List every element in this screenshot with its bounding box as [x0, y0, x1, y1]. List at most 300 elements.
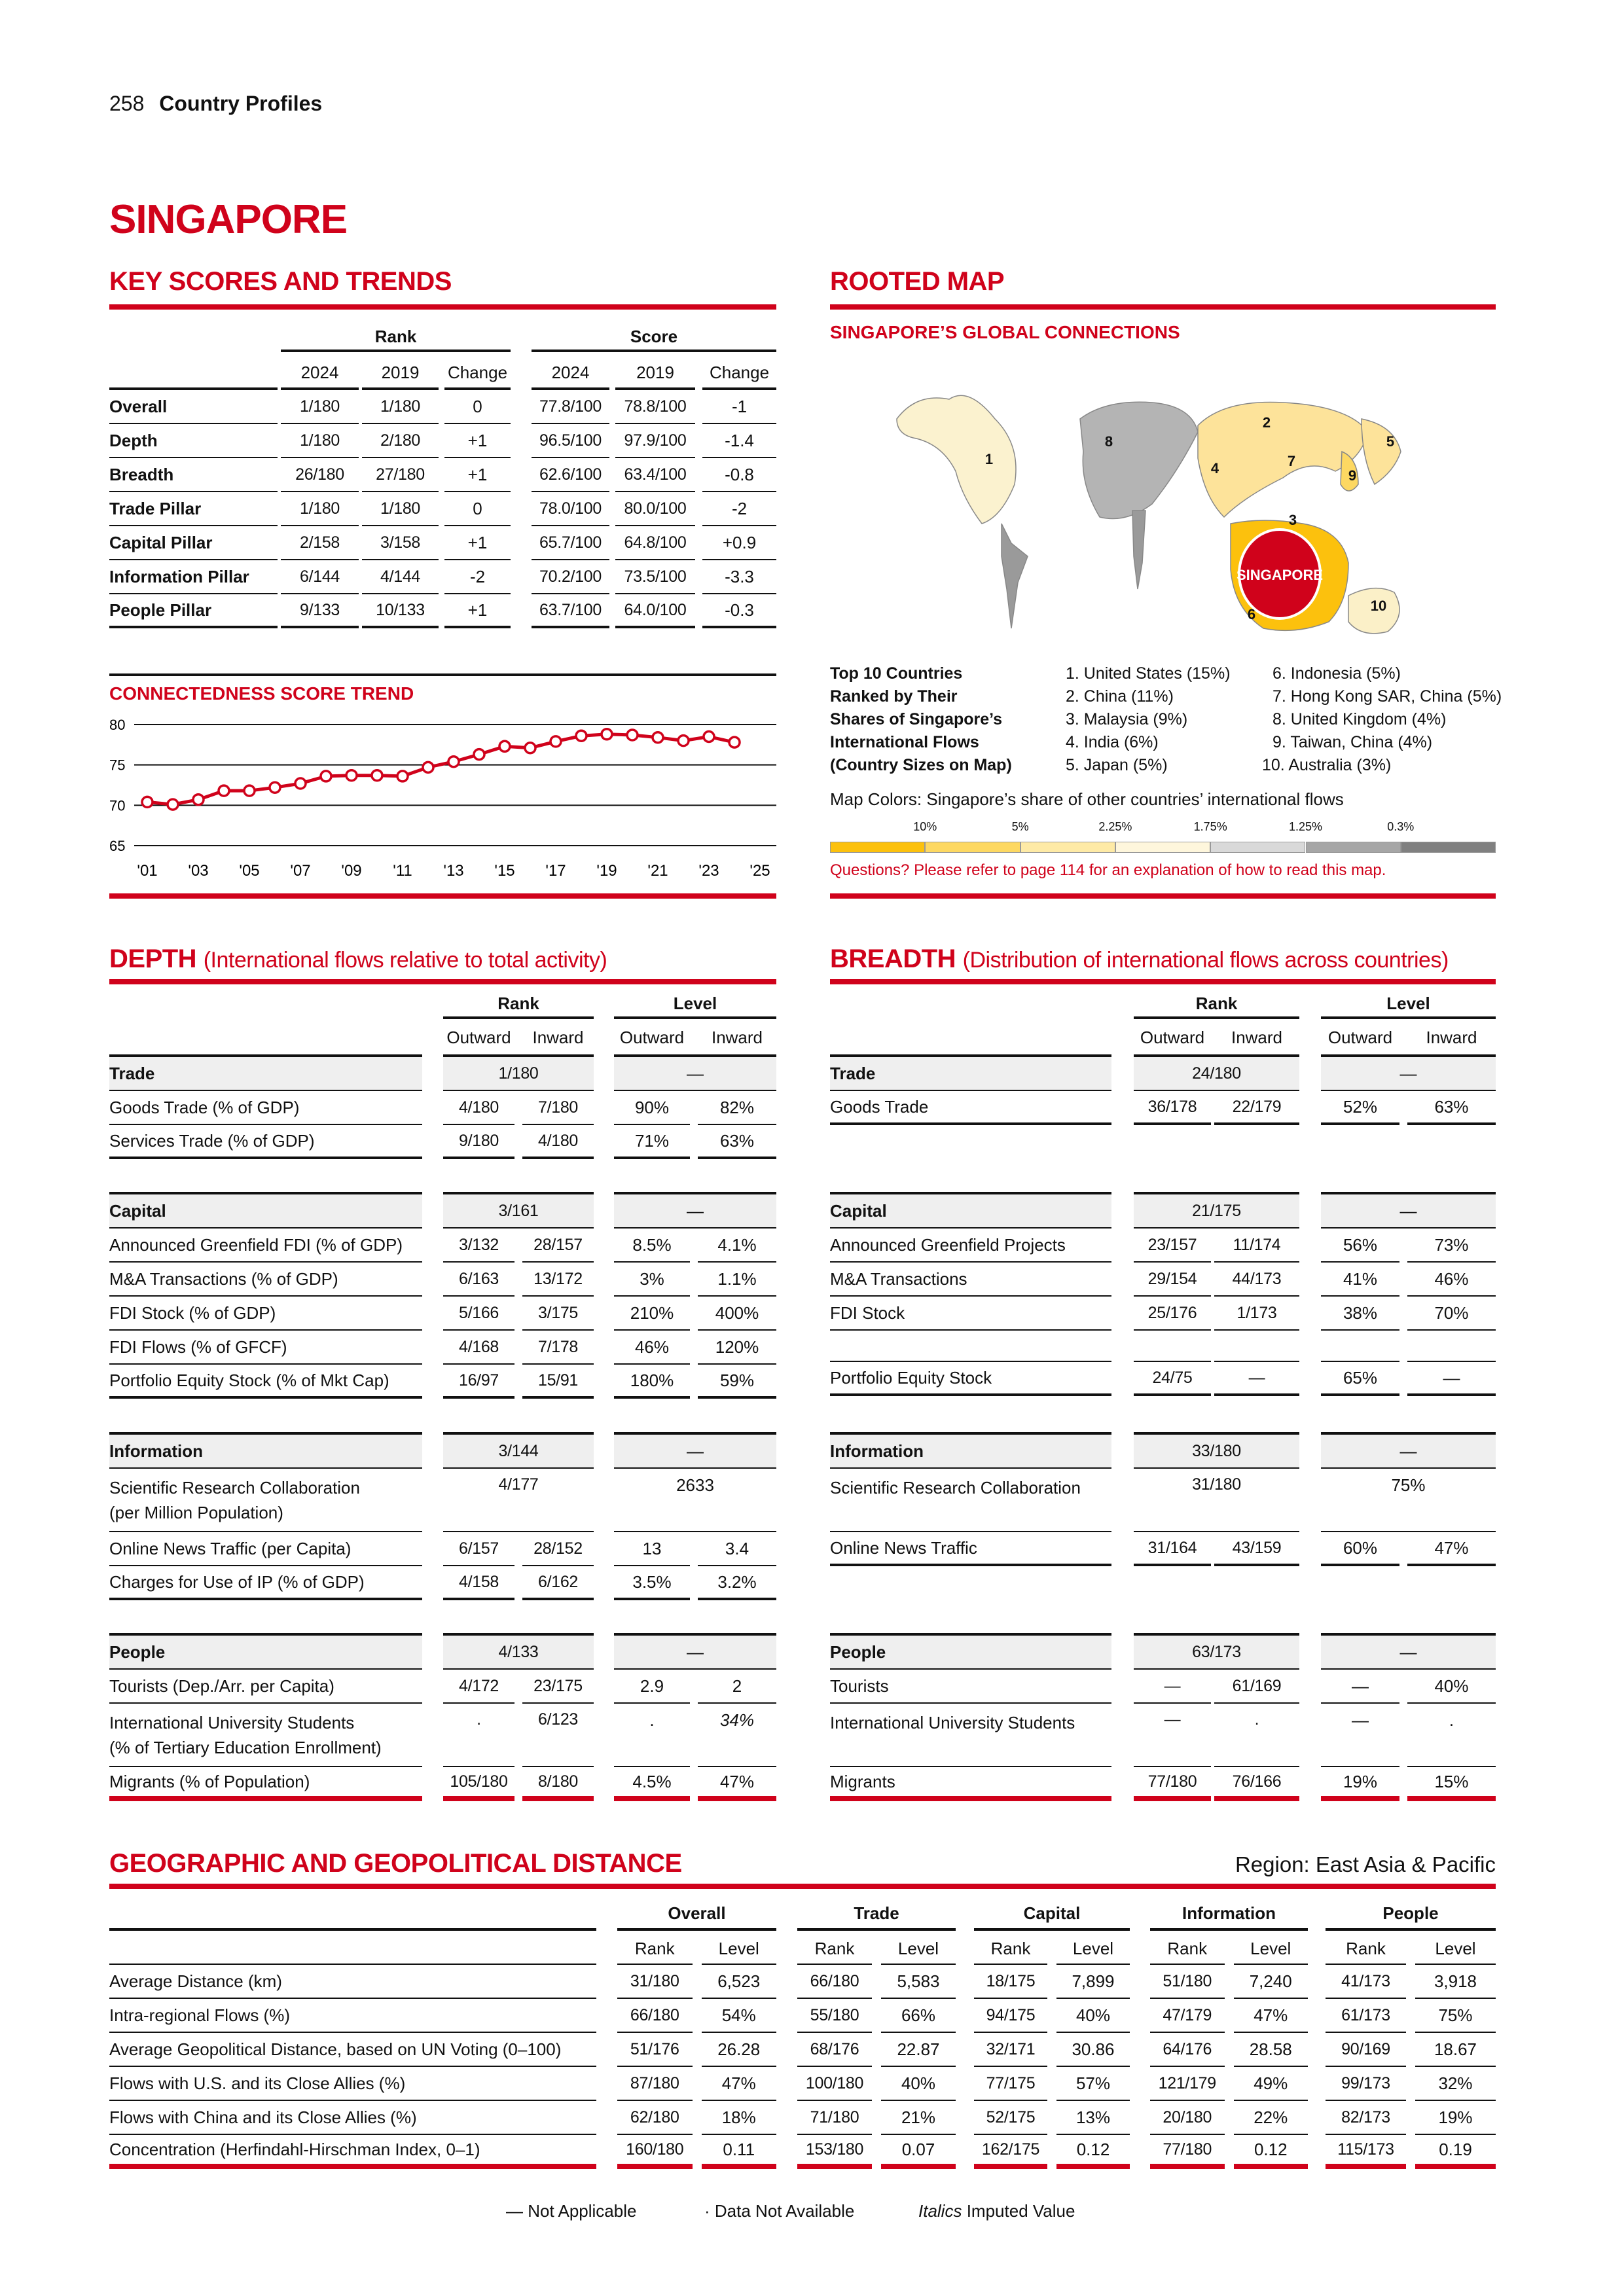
top10-item: 1. United States (15%) [1066, 664, 1231, 683]
sub-column-header: Inward [711, 1027, 763, 1047]
geo-level: 0.12 [1234, 2135, 1308, 2169]
map-japan [1362, 419, 1401, 484]
geo-group-header: Overall [617, 1898, 776, 1931]
row-label: FDI Stock (% of GDP) [109, 1297, 422, 1331]
row-label: Announced Greenfield FDI (% of GDP) [109, 1229, 422, 1263]
rank-value: — [1214, 1362, 1299, 1396]
level-value: — [1321, 1704, 1399, 1767]
category-people: People [109, 1633, 422, 1670]
geo-rank: 32/171 [974, 2033, 1047, 2067]
rooted-map-bottom-rule [830, 893, 1496, 899]
rooted-map-title: ROOTED MAP [830, 267, 1005, 296]
map-number: 6 [1247, 606, 1256, 622]
row-label: People Pillar [109, 594, 278, 628]
rank-value: 6/157 [443, 1532, 514, 1566]
level-value: 60% [1321, 1532, 1399, 1566]
level-value: 1.1% [698, 1263, 776, 1297]
trend-point [474, 749, 484, 760]
geo-rank: 18/175 [974, 1965, 1047, 1999]
score-value: 78.0/100 [532, 492, 609, 526]
scale-swatch [830, 842, 925, 853]
map-number: 10 [1370, 598, 1387, 614]
scale-swatch [925, 842, 1020, 853]
page-header [109, 92, 322, 116]
row-label: Online News Traffic [830, 1532, 1111, 1566]
level-value: 52% [1321, 1091, 1399, 1125]
geo-row-label: Flows with U.S. and its Close Allies (%) [109, 2067, 596, 2101]
trend-point [704, 732, 714, 742]
scale-swatch [1115, 842, 1210, 853]
dot-symbol: · [704, 2201, 710, 2221]
trend-point [423, 762, 433, 772]
geo-rank: 162/175 [974, 2135, 1047, 2169]
score-value: -2 [702, 492, 776, 526]
geo-level: 0.19 [1415, 2135, 1496, 2169]
page-number: 258 [109, 92, 145, 115]
top10-item: 2. China (11%) [1066, 687, 1174, 706]
geo-group-header: People [1326, 1898, 1496, 1931]
rank-group-header: Rank [1134, 990, 1299, 1019]
geo-level: 7,240 [1234, 1965, 1308, 1999]
geo-group-header: Information [1150, 1898, 1308, 1931]
map-number: 5 [1386, 433, 1395, 450]
level-value: 120% [698, 1331, 776, 1365]
geo-group-header: Trade [797, 1898, 956, 1931]
row-label: FDI Stock [830, 1297, 1111, 1331]
row-label: M&A Transactions (% of GDP) [109, 1263, 422, 1297]
row-label: Goods Trade (% of GDP) [109, 1091, 422, 1125]
score-value: 6/144 [281, 560, 359, 594]
category-trade: Trade [830, 1054, 1111, 1091]
column-header: Change [702, 357, 776, 390]
row-label: Depth [109, 424, 278, 458]
rank-group-header: Rank [443, 990, 594, 1019]
top10-item: 4. India (6%) [1066, 732, 1159, 751]
geo-row-label: Flows with China and its Close Allies (%) [109, 2101, 596, 2135]
scale-label: 1.75% [1193, 819, 1227, 833]
score-value: 63.4/100 [615, 458, 695, 492]
trend-point [576, 730, 586, 741]
spacer-row [1321, 1331, 1399, 1362]
sub-column-header: Inward [532, 1027, 584, 1047]
geo-rank: 41/173 [1326, 1965, 1406, 1999]
map-africa [1132, 511, 1146, 589]
geo-sub-header: Rank [797, 1933, 872, 1965]
level-value: 65% [1321, 1362, 1399, 1396]
rank-value: 6/123 [522, 1704, 594, 1767]
level-value: 2 [698, 1670, 776, 1704]
level-value: 46% [614, 1331, 690, 1365]
geo-rank: 99/173 [1326, 2067, 1406, 2101]
rank-value: — [1134, 1670, 1211, 1704]
top10-heading-line: Shares of Singapore’s [830, 709, 1003, 728]
breadth-rule [830, 979, 1496, 984]
score-value: +1 [444, 526, 511, 560]
rank-value: 28/152 [522, 1532, 594, 1566]
level-value: 210% [614, 1297, 690, 1331]
row-label: Portfolio Equity Stock (% of Mkt Cap) [109, 1365, 422, 1399]
score-value: 9/133 [281, 594, 359, 628]
row-label: Tourists [830, 1670, 1111, 1704]
y-tick-label: 75 [109, 757, 126, 774]
geo-level: 57% [1056, 2067, 1130, 2101]
x-tick-label: '11 [393, 862, 412, 880]
level-value: — [1407, 1362, 1496, 1396]
geo-level: 49% [1234, 2067, 1308, 2101]
geo-rank: 87/180 [617, 2067, 693, 2101]
trend-point [397, 771, 408, 781]
sub-column-header: Inward [1426, 1027, 1477, 1047]
row-label: Migrants (% of Population) [109, 1767, 422, 1801]
rank-value: 1/173 [1214, 1297, 1299, 1331]
geo-level: 19% [1415, 2101, 1496, 2135]
level-value: — [1321, 1670, 1399, 1704]
map-number: 4 [1210, 460, 1219, 476]
sub-column-header: Outward [1140, 1027, 1205, 1047]
geo-rule [109, 1884, 1496, 1889]
trend-point [448, 757, 459, 767]
trend-bottom-rule [109, 893, 776, 899]
geo-level: 0.11 [702, 2135, 777, 2169]
rank-value: . [1214, 1704, 1299, 1767]
scale-label: 1.25% [1288, 819, 1323, 833]
page-title: SINGAPORE [109, 197, 348, 242]
geo-sub-header: Level [1056, 1933, 1130, 1965]
rank-value: 7/178 [522, 1331, 594, 1365]
geo-level: 32% [1415, 2067, 1496, 2101]
row-label: FDI Flows (% of GFCF) [109, 1331, 422, 1365]
trend-point [550, 736, 561, 747]
geo-header-rule [109, 1928, 596, 1931]
category-people: People [830, 1633, 1111, 1670]
sub-column-header: Outward [619, 1027, 685, 1047]
rank-value: 31/180 [1134, 1469, 1299, 1532]
level-value: . [1407, 1704, 1496, 1767]
geo-group-header: Capital [974, 1898, 1130, 1931]
level-value: 56% [1321, 1229, 1399, 1263]
geo-rank: 77/180 [1150, 2135, 1225, 2169]
trend-point [729, 737, 740, 747]
level-value: 63% [698, 1125, 776, 1159]
geo-rank: 52/175 [974, 2101, 1047, 2135]
rooted-map-rule [830, 304, 1496, 310]
category-level: — [1321, 1192, 1496, 1229]
category-level: — [614, 1192, 776, 1229]
row-label: Goods Trade [830, 1091, 1111, 1125]
geo-rank: 71/180 [797, 2101, 872, 2135]
rank-group-header: Rank [281, 323, 511, 352]
rank-value: 4/180 [522, 1125, 594, 1159]
score-value: -2 [444, 560, 511, 594]
trend-point [525, 743, 535, 753]
score-value: 96.5/100 [532, 424, 609, 458]
row-label: M&A Transactions [830, 1263, 1111, 1297]
geo-row-label: Average Geopolitical Distance, based on UN Voting (0–100) [109, 2033, 596, 2067]
sub-column-header: Outward [1327, 1027, 1393, 1047]
geo-level: 47% [1234, 1999, 1308, 2033]
category-rank: 3/144 [443, 1432, 594, 1469]
level-value: 19% [1321, 1767, 1399, 1801]
rank-value: 3/175 [522, 1297, 594, 1331]
column-header: 2019 [362, 357, 439, 390]
geo-level: 18.67 [1415, 2033, 1496, 2067]
geo-rank: 51/180 [1150, 1965, 1225, 1999]
level-value: 63% [1407, 1091, 1496, 1125]
geo-level: 47% [702, 2067, 777, 2101]
top10-item: 6. Indonesia (5%) [1272, 664, 1401, 683]
level-value: 2.9 [614, 1670, 690, 1704]
trend-point [244, 785, 255, 796]
level-value: 3.4 [698, 1532, 776, 1566]
geo-sub-header: Level [881, 1933, 956, 1965]
scale-label: 10% [913, 819, 937, 833]
rank-value: 23/175 [522, 1670, 594, 1704]
score-value: 27/180 [362, 458, 439, 492]
rank-value: — [1134, 1704, 1211, 1767]
rank-value: 6/162 [522, 1566, 594, 1600]
geo-sub-header: Rank [974, 1933, 1047, 1965]
geo-rank: 47/179 [1150, 1999, 1225, 2033]
geo-sub-header: Level [1415, 1933, 1496, 1965]
level-value: 46% [1407, 1263, 1496, 1297]
rank-value: 9/180 [443, 1125, 514, 1159]
x-tick-label: '17 [545, 862, 566, 880]
level-value: 71% [614, 1125, 690, 1159]
scale-swatch [1401, 842, 1496, 853]
geo-rank: 68/176 [797, 2033, 872, 2067]
score-value: 0 [444, 492, 511, 526]
category-level: — [614, 1633, 776, 1670]
score-value: +1 [444, 458, 511, 492]
rank-value: 16/97 [443, 1365, 514, 1399]
breadth-title [830, 944, 1449, 974]
row-label: Capital Pillar [109, 526, 278, 560]
geo-level: 13% [1056, 2101, 1130, 2135]
geo-rank: 62/180 [617, 2101, 693, 2135]
rank-value: 23/157 [1134, 1229, 1211, 1263]
x-tick-label: '19 [596, 862, 617, 880]
geo-rank: 153/180 [797, 2135, 872, 2169]
row-label: Migrants [830, 1767, 1111, 1801]
geo-level: 6,523 [702, 1965, 777, 1999]
level-value: 4.5% [614, 1767, 690, 1801]
scale-label: 2.25% [1098, 819, 1132, 833]
geo-level: 28.58 [1234, 2033, 1308, 2067]
trend-point [627, 730, 638, 740]
breadth-title-text: BREADTH [830, 944, 956, 973]
map-south-america [1001, 524, 1028, 628]
map-note: Questions? Please refer to page 114 for an explanation of how to read this map. [830, 861, 1386, 879]
score-value: 1/180 [362, 492, 439, 526]
x-tick-label: '03 [188, 862, 209, 880]
scale-label: 0.3% [1387, 819, 1415, 833]
rank-value: 6/163 [443, 1263, 514, 1297]
map-colors-caption: Map Colors: Singapore’s share of other countries’ international flows [830, 789, 1344, 809]
level-value: 73% [1407, 1229, 1496, 1263]
level-value: 34% [698, 1704, 776, 1767]
level-value: 59% [698, 1365, 776, 1399]
map-north-america [897, 395, 1016, 524]
score-value: 64.8/100 [615, 526, 695, 560]
column-header: 2024 [532, 357, 609, 390]
trend-point [653, 732, 663, 743]
level-value: 13 [614, 1532, 690, 1566]
category-level: — [1321, 1432, 1496, 1469]
geo-level: 5,583 [881, 1965, 956, 1999]
rank-value: 61/169 [1214, 1670, 1299, 1704]
trend-point [346, 770, 357, 781]
rank-value: 13/172 [522, 1263, 594, 1297]
top10-heading-line: Ranked by Their [830, 687, 958, 706]
category-rank: 24/180 [1134, 1054, 1299, 1091]
score-value: +1 [444, 424, 511, 458]
dash-symbol: — [506, 2201, 523, 2221]
trend-point [678, 736, 689, 746]
rank-value: 7/180 [522, 1091, 594, 1125]
geo-rank: 66/180 [617, 1999, 693, 2033]
category-rank: 63/173 [1134, 1633, 1299, 1670]
row-label: International University Students (% of Tertiary Education Enrollment) [109, 1704, 422, 1767]
level-value: 38% [1321, 1297, 1399, 1331]
level-value: 180% [614, 1365, 690, 1399]
row-label: Scientific Research Collaboration (per Million Population) [109, 1469, 422, 1532]
rank-value: 4/180 [443, 1091, 514, 1125]
rank-value: 105/180 [443, 1767, 514, 1801]
category-level: — [1321, 1054, 1496, 1091]
geo-row-label: Intra-regional Flows (%) [109, 1999, 596, 2033]
category-information: Information [830, 1432, 1111, 1469]
trend-point [168, 799, 178, 810]
category-capital: Capital [830, 1192, 1111, 1229]
geo-region: Region: East Asia & Pacific [1235, 1852, 1496, 1876]
category-information: Information [109, 1432, 422, 1469]
score-value: 73.5/100 [615, 560, 695, 594]
row-label: Overall [109, 390, 278, 424]
geo-level: 75% [1415, 1999, 1496, 2033]
row-label: Charges for Use of IP (% of GDP) [109, 1566, 422, 1600]
score-value: 0 [444, 390, 511, 424]
category-rank: 21/175 [1134, 1192, 1299, 1229]
scale-swatch [1210, 842, 1305, 853]
geo-level: 54% [702, 1999, 777, 2033]
level-value: 41% [1321, 1263, 1399, 1297]
geo-rank: 64/176 [1150, 2033, 1225, 2067]
geo-rank: 77/175 [974, 2067, 1047, 2101]
key-scores-rule [109, 304, 776, 310]
level-value: 8.5% [614, 1229, 690, 1263]
map-number: 7 [1287, 453, 1296, 469]
score-value: 1/180 [362, 390, 439, 424]
geo-sub-header: Level [1234, 1933, 1308, 1965]
top10-heading-line: International Flows [830, 732, 979, 751]
legend-label: Imputed Value [966, 2201, 1075, 2221]
top10-item: 3. Malaysia (9%) [1066, 709, 1188, 728]
category-level: — [614, 1054, 776, 1091]
row-label: Information Pillar [109, 560, 278, 594]
category-trade: Trade [109, 1054, 422, 1091]
geo-rank: 100/180 [797, 2067, 872, 2101]
x-tick-label: '21 [647, 862, 668, 880]
category-level: — [614, 1432, 776, 1469]
rank-value: 76/166 [1214, 1767, 1299, 1801]
geo-level: 26.28 [702, 2033, 777, 2067]
map-number: 3 [1288, 512, 1297, 528]
row-label: Tourists (Dep./Arr. per Capita) [109, 1670, 422, 1704]
rank-value: 4/158 [443, 1566, 514, 1600]
rank-value: 5/166 [443, 1297, 514, 1331]
level-value: 3.2% [698, 1566, 776, 1600]
rank-value: 15/91 [522, 1365, 594, 1399]
rank-value: 25/176 [1134, 1297, 1211, 1331]
score-value: +1 [444, 594, 511, 628]
legend-label: Not Applicable [528, 2201, 637, 2221]
score-value: 4/144 [362, 560, 439, 594]
rank-value: 22/179 [1214, 1091, 1299, 1125]
rooted-map-subtitle: SINGAPORE’S GLOBAL CONNECTIONS [830, 322, 1180, 342]
rank-value: 4/168 [443, 1331, 514, 1365]
legend-imputed [918, 2201, 1075, 2221]
trend-title: CONNECTEDNESS SCORE TREND [109, 683, 414, 704]
score-value: 2/180 [362, 424, 439, 458]
x-tick-label: '05 [239, 862, 260, 880]
geo-level: 0.07 [881, 2135, 956, 2169]
score-value: 80.0/100 [615, 492, 695, 526]
level-value: 82% [698, 1091, 776, 1125]
x-tick-label: '13 [443, 862, 464, 880]
depth-title [109, 944, 607, 974]
top10-item: 5. Japan (5%) [1066, 755, 1168, 774]
row-label: Breadth [109, 458, 278, 492]
category-rank: 1/180 [443, 1054, 594, 1091]
map-number: 8 [1104, 433, 1113, 450]
row-label: Online News Traffic (per Capita) [109, 1532, 422, 1566]
score-value: 1/180 [281, 390, 359, 424]
column-header: 2024 [281, 357, 359, 390]
score-value: 78.8/100 [615, 390, 695, 424]
geo-level: 3,918 [1415, 1965, 1496, 1999]
level-value: 75% [1321, 1469, 1496, 1532]
level-value: 47% [1407, 1532, 1496, 1566]
map-number: 1 [984, 451, 994, 467]
score-value: 97.9/100 [615, 424, 695, 458]
top10-item: 8. United Kingdom (4%) [1272, 709, 1447, 728]
geo-rank: 82/173 [1326, 2101, 1406, 2135]
trend-point [602, 729, 612, 740]
spacer-row [1214, 1331, 1299, 1362]
geo-level: 22% [1234, 2101, 1308, 2135]
score-value: 65.7/100 [532, 526, 609, 560]
level-value: 40% [1407, 1670, 1496, 1704]
geo-rank: 94/175 [974, 1999, 1047, 2033]
geo-rank: 31/180 [617, 1965, 693, 1999]
trend-top-rule [109, 673, 776, 676]
x-tick-label: '25 [749, 862, 770, 880]
depth-rule [109, 979, 776, 984]
row-label: Portfolio Equity Stock [830, 1362, 1111, 1396]
category-rank: 4/133 [443, 1633, 594, 1670]
geo-sub-header: Rank [1150, 1933, 1225, 1965]
score-value: -0.8 [702, 458, 776, 492]
rank-value: 29/154 [1134, 1263, 1211, 1297]
geo-level: 7,899 [1056, 1965, 1130, 1999]
category-rank: 3/161 [443, 1192, 594, 1229]
score-value: -3.3 [702, 560, 776, 594]
trend-point [193, 795, 204, 805]
score-value: 1/180 [281, 492, 359, 526]
rank-value: 8/180 [522, 1767, 594, 1801]
geo-level: 30.86 [1056, 2033, 1130, 2067]
rank-value: 3/132 [443, 1229, 514, 1263]
